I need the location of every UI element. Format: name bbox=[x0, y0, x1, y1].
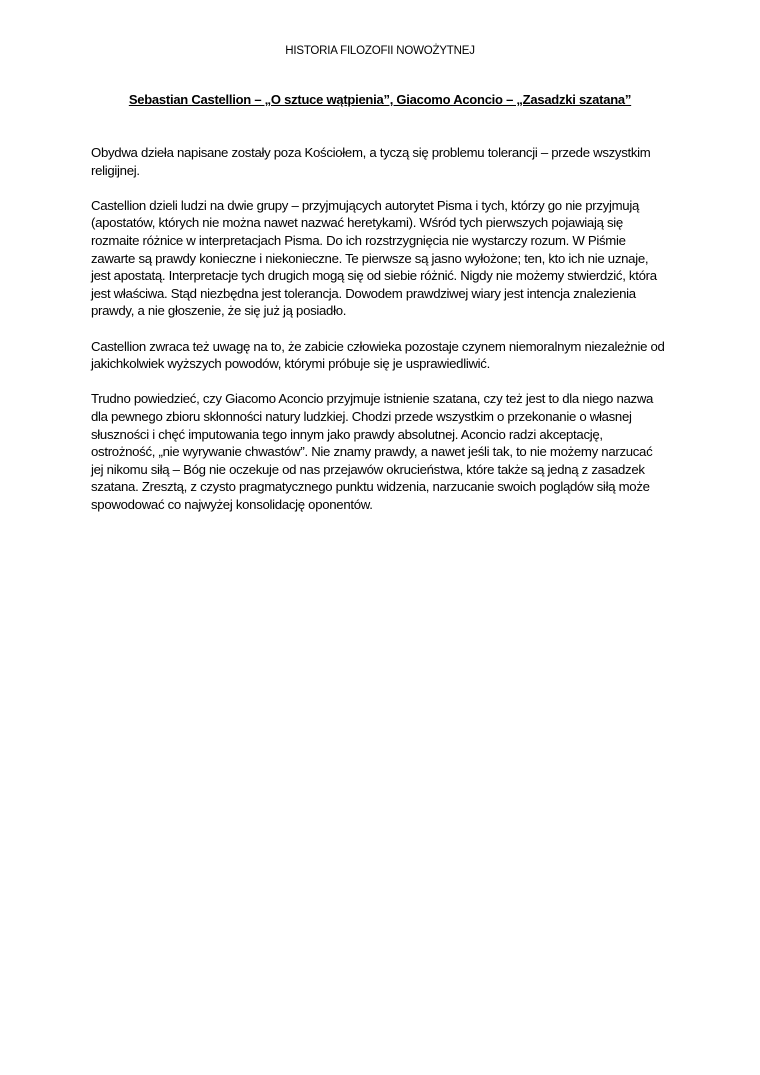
text-line: dla pewnego zbioru skłonności natury ludzkiej. Chodzi przede wszystkim o przekonanie o własnej bbox=[91, 408, 632, 424]
text-line: szatana. Zresztą, z czysto pragmatycznego punktu widzenia, narzucanie swoich poglądów siłą może bbox=[91, 479, 650, 495]
text-line: jest właściwa. Stąd niezbędna jest tolerancja. Dowodem prawdziwej wiary jest intencja znalezienia bbox=[91, 285, 636, 301]
text-line: Castellion dzieli ludzi na dwie grupy – przyjmujących autorytet Pisma i tych, którzy go nie przyjmują bbox=[91, 197, 639, 213]
text-line: prawdy, a nie głoszenie, że się już ją posiadło. bbox=[91, 303, 347, 319]
text-line: Trudno powiedzieć, czy Giacomo Aconcio przyjmuje istnienie szatana, czy też jest to dla niego nazwa bbox=[91, 391, 654, 407]
paragraph-3 bbox=[91, 338, 673, 373]
text-line: ostrożność, „nie wyrywanie chwastów”. Nie znamy prawdy, a nawet jeśli tak, to nie możemy narzucać bbox=[91, 444, 653, 460]
document-body bbox=[91, 144, 673, 531]
running-header: HISTORIA FILOZOFII NOWOŻYTNEJ bbox=[285, 45, 475, 57]
paragraph-4 bbox=[91, 390, 673, 513]
text-line: jej nikomu siłą – Bóg nie oczekuje od nas przejawów okrucieństwa, które także są jedną z zasadzek bbox=[91, 461, 645, 477]
paragraph-2 bbox=[91, 197, 673, 320]
text-line: (apostatów, których nie można nawet nazwać heretykami). Wśród tych pierwszych pojawiają się bbox=[91, 215, 623, 231]
text-line: Obydwa dzieła napisane zostały poza Kościołem, a tyczą się problemu tolerancji – przede wszystkim bbox=[91, 145, 651, 160]
paragraph-1 bbox=[91, 144, 673, 179]
text-line: Castellion zwraca też uwagę na to, że zabicie człowieka pozostaje czynem niemoralnym niezależnie od bbox=[91, 338, 665, 354]
text-line: rozmaite różnice w interpretacjach Pisma. Do ich rozstrzygnięcia nie wystarczy rozum. W Piśmie bbox=[91, 232, 626, 248]
text-line: religijnej. bbox=[91, 162, 140, 178]
text-line: słuszności i chęć imputowania tego innym jako prawdy absolutnej. Aconcio radzi akceptację, bbox=[91, 426, 603, 442]
text-line: spowodować co najwyżej konsolidację oponentów. bbox=[91, 496, 373, 512]
document-title: Sebastian Castellion – „O sztuce wątpienia”, Giacomo Aconcio – „Zasadzki szatana” bbox=[128, 92, 632, 107]
text-line: jest apostatą. Interpretacje tych drugich mogą się od siebie różnić. Nigdy nie możemy stwierdzić, która bbox=[91, 268, 657, 284]
text-line: jakichkolwiek wyższych powodów, którymi próbuje się je usprawiedliwić. bbox=[91, 356, 490, 372]
text-line: zawarte są prawdy konieczne i niekonieczne. Te pierwsze są jasno wyłożone; ten, kto ich nie uznaje, bbox=[91, 250, 649, 266]
